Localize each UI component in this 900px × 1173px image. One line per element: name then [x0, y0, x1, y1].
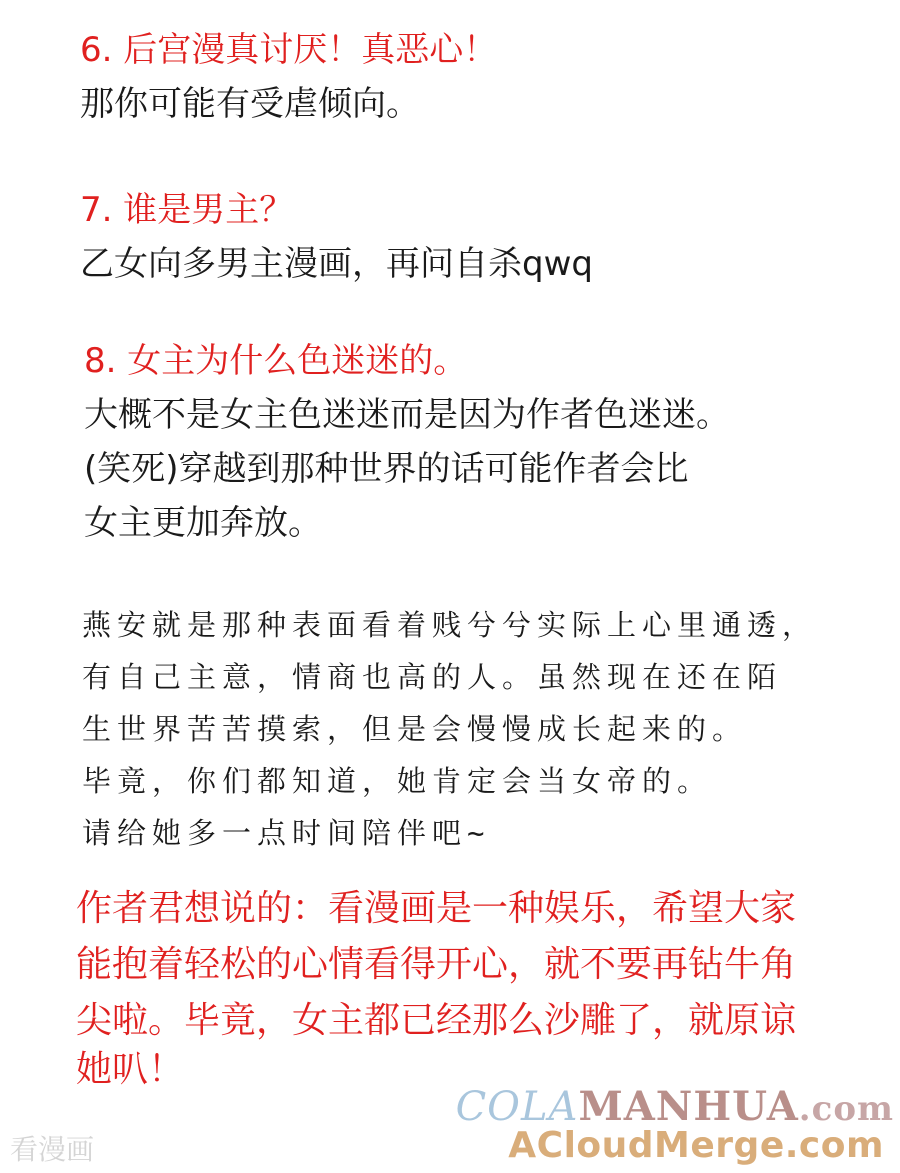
author-note-line-3: 尖啦。毕竟，女主都已经那么沙雕了，就原谅 [76, 1000, 797, 1041]
watermark-brand-part3: .com [798, 1089, 894, 1129]
faq-8-answer-line-1: 大概不是女主色迷迷而是因为作者色迷迷。 [84, 395, 730, 435]
watermark-brand [456, 1083, 894, 1130]
faq-6-question: 6. 后宫漫真讨厌！真恶心！ [80, 30, 498, 70]
handwritten-line-1: 燕安就是那种表面看着贱兮兮实际上心里通透， [82, 608, 818, 642]
watermark-brand-part2: MANHUA [578, 1083, 799, 1130]
faq-8-answer-line-2: (笑死)穿越到那种世界的话可能作者会比 [84, 449, 689, 489]
faq-8-answer-line-3: 女主更加奔放。 [84, 503, 322, 543]
author-note-line-4: 她叭！ [76, 1049, 185, 1090]
handwritten-line-2: 有自己主意，情商也高的人。虽然现在还在陌 [82, 660, 783, 694]
handwritten-line-4: 毕竟，你们都知道，她肯定会当女帝的。 [82, 764, 713, 798]
watermark-brand-part1: COLA [455, 1084, 579, 1130]
faq-7-question: 7. 谁是男主？ [80, 190, 294, 230]
author-note-line-2: 能抱着轻松的心情看得开心，就不要再钻牛角 [76, 944, 797, 985]
faq-6-answer: 那你可能有受虐倾向。 [80, 84, 420, 124]
watermark-sub: ACloudMerge.com [508, 1125, 884, 1166]
faq-7-answer: 乙女向多男主漫画，再问自杀qwq [80, 244, 593, 284]
watermark-left: 看漫画 [10, 1133, 95, 1166]
handwritten-line-5: 请给她多一点时间陪伴吧~ [82, 816, 491, 850]
handwritten-line-3: 生世界苦苦摸索，但是会慢慢成长起来的。 [82, 712, 748, 746]
faq-8-question: 8. 女主为什么色迷迷的。 [84, 341, 468, 381]
author-note-line-1: 作者君想说的：看漫画是一种娱乐，希望大家 [76, 888, 797, 929]
